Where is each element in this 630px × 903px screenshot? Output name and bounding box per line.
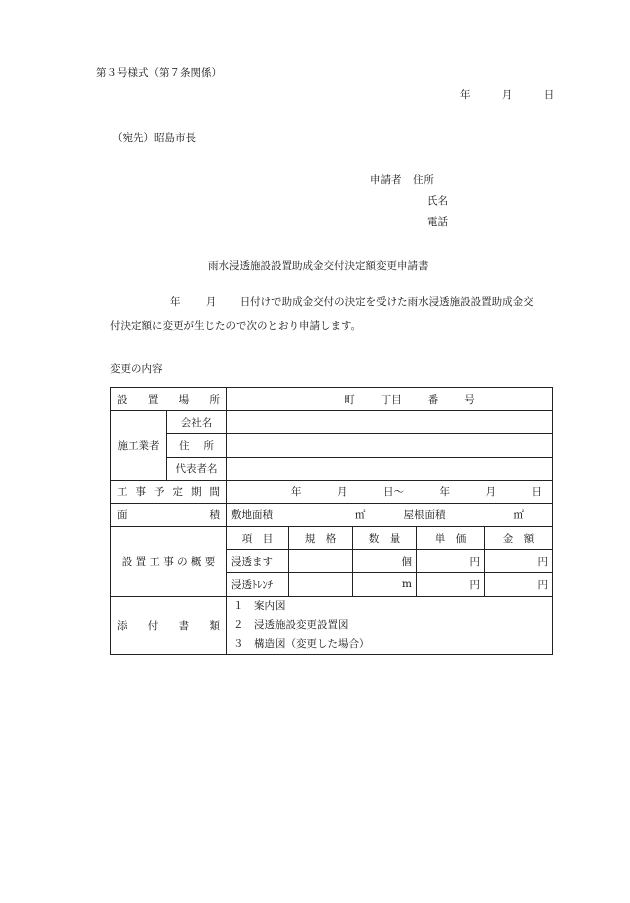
period-value[interactable]: 年 月 日～ 年 月 日 bbox=[227, 480, 553, 503]
area-row bbox=[111, 503, 553, 526]
contractor-address-value[interactable] bbox=[227, 434, 553, 457]
roof-area-unit: ㎡ bbox=[513, 509, 524, 522]
location-chome: 丁目 bbox=[380, 393, 402, 406]
applicant-label: 申請者 bbox=[370, 174, 402, 186]
contractor-label: 施工業者 bbox=[111, 411, 167, 481]
attachment-item: ２ 浸透施設変更設置図 bbox=[233, 618, 349, 631]
body-line-2: 付決定額に変更が生じたので次のとおり申請します。 bbox=[110, 320, 362, 332]
overview-header-qty: 数 量 bbox=[353, 527, 417, 550]
attachments-row bbox=[111, 596, 553, 654]
overview-qty[interactable]: 個 bbox=[353, 550, 417, 573]
overview-item: 浸透ﾄﾚﾝﾁ bbox=[227, 573, 289, 596]
change-details-table bbox=[110, 387, 553, 655]
date-month: 月 bbox=[501, 89, 513, 101]
applicant-name-label: 氏名 bbox=[427, 195, 448, 207]
body-month: 月 bbox=[205, 296, 217, 308]
overview-header-item: 項 目 bbox=[227, 527, 289, 550]
form-number: 第３号様式（第７条関係） bbox=[96, 67, 222, 79]
attachment-item: １ 案内図 bbox=[233, 599, 286, 612]
overview-amount[interactable]: 円 bbox=[485, 550, 553, 573]
location-go: 号 bbox=[464, 393, 475, 406]
applicant-address-label: 住所 bbox=[413, 174, 434, 186]
document-title: 雨水浸透施設設置助成金交付決定額変更申請書 bbox=[208, 260, 429, 272]
area-value[interactable] bbox=[227, 503, 553, 526]
period-label: 工 事 予 定 期 間 bbox=[111, 480, 227, 503]
overview-spec[interactable] bbox=[289, 573, 353, 596]
overview-price[interactable]: 円 bbox=[417, 573, 485, 596]
overview-item: 浸透ます bbox=[227, 550, 289, 573]
area-label: 面 積 bbox=[111, 503, 227, 526]
site-area-unit: ㎡ bbox=[355, 509, 366, 522]
contractor-company-row bbox=[111, 411, 553, 434]
body-line-1 bbox=[170, 297, 534, 308]
date-day: 日 bbox=[543, 89, 555, 101]
overview-header-amount: 金 額 bbox=[485, 527, 553, 550]
overview-price[interactable]: 円 bbox=[417, 550, 485, 573]
location-row bbox=[111, 388, 553, 411]
applicant-phone-label: 電話 bbox=[427, 216, 448, 228]
roof-area-label: 屋根面積 bbox=[403, 509, 446, 522]
overview-header-row bbox=[111, 527, 553, 550]
location-label: 設 置 場 所 bbox=[111, 388, 227, 411]
overview-spec[interactable] bbox=[289, 550, 353, 573]
location-ban: 番 bbox=[427, 393, 439, 406]
contractor-company-value[interactable] bbox=[227, 411, 553, 434]
overview-amount[interactable]: 円 bbox=[485, 573, 553, 596]
contractor-address-row bbox=[111, 434, 553, 457]
location-value[interactable] bbox=[227, 388, 553, 411]
site-area-label: 敷地面積 bbox=[231, 509, 273, 522]
contractor-address-label: 住 所 bbox=[167, 434, 227, 457]
overview-header-price: 単 価 bbox=[417, 527, 485, 550]
overview-header-spec: 規 格 bbox=[289, 527, 353, 550]
overview-qty[interactable]: m bbox=[353, 573, 417, 596]
period-row bbox=[111, 480, 553, 503]
contractor-rep-label: 代表者名 bbox=[167, 457, 227, 480]
section-label: 変更の内容 bbox=[110, 363, 163, 375]
contractor-company-label: 会社名 bbox=[167, 411, 227, 434]
contractor-rep-value[interactable] bbox=[227, 457, 553, 480]
attachments-list bbox=[227, 596, 553, 654]
body-line-1-rest: 日付けで助成金交付の決定を受けた雨水浸透施設設置助成金交 bbox=[239, 296, 534, 308]
body-year: 年 bbox=[170, 296, 181, 308]
date-year: 年 bbox=[460, 89, 471, 101]
contractor-rep-row bbox=[111, 457, 553, 480]
overview-label: 設 置 工 事 の 概 要 bbox=[111, 527, 227, 597]
date-line bbox=[460, 90, 554, 101]
addressee: （宛先）昭島市長 bbox=[112, 132, 196, 144]
location-town: 町 bbox=[344, 393, 355, 406]
attachments-label: 添 付 書 類 bbox=[111, 596, 227, 654]
attachment-item: ３ 構造図（変更した場合） bbox=[233, 637, 370, 650]
